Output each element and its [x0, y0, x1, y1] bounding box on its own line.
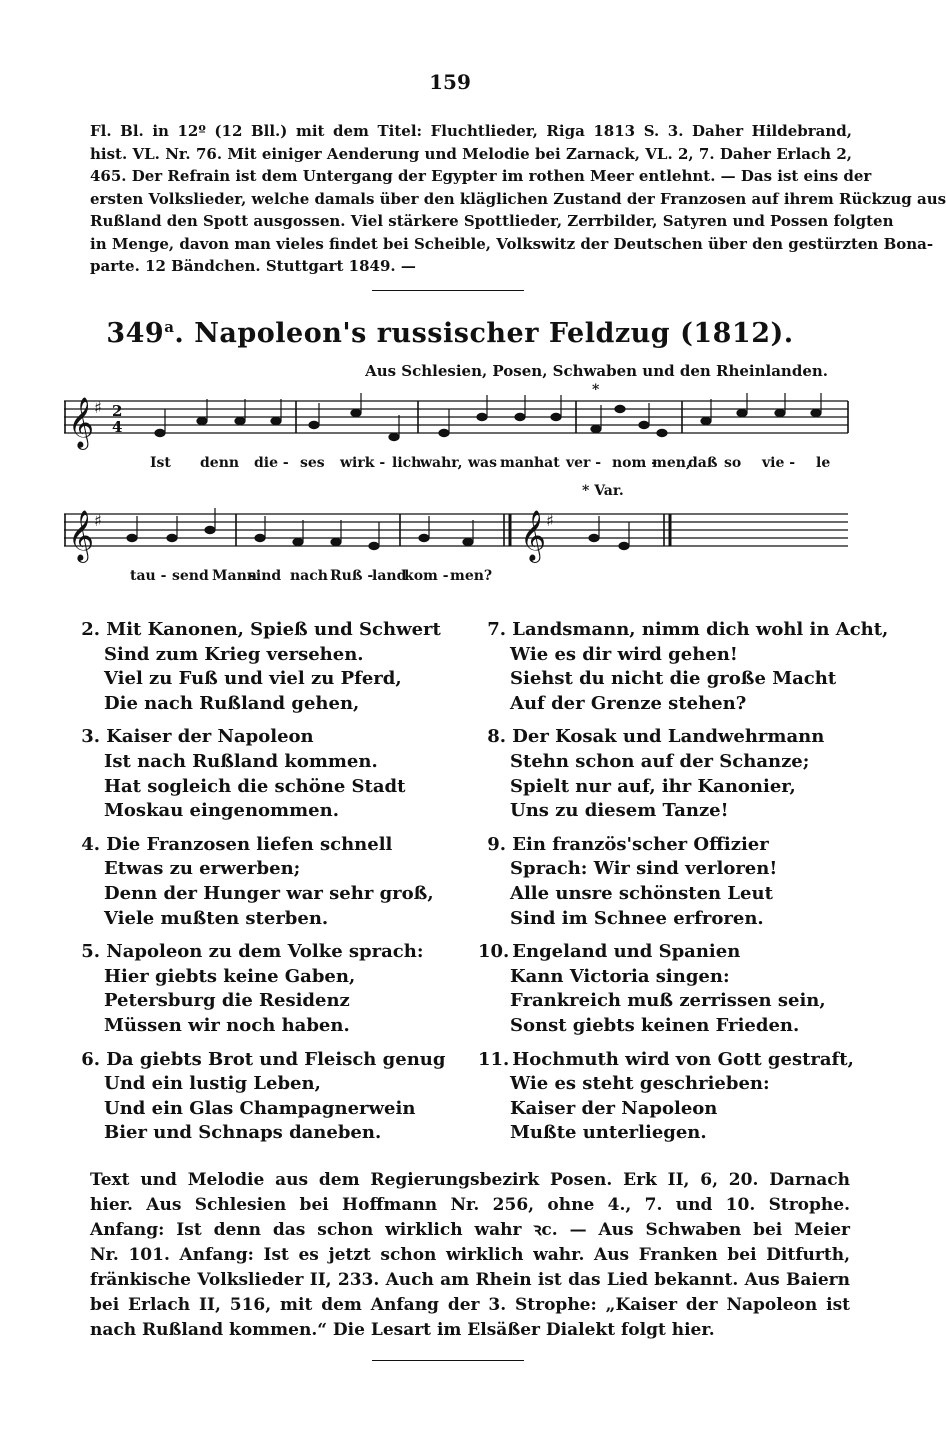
stanza-line-text: Sind zum Krieg versehen. [104, 643, 364, 665]
stanza-line-text: Spielt nur auf, ihr Kanonier, [510, 775, 796, 797]
lyric-syllable: Ruß - [330, 568, 374, 584]
lyric-syllable: le [816, 455, 831, 471]
text-line: hist. VL. Nr. 76. Mit einiger Aenderung und Melodie bei Zarnack, VL. 2, 7. Daher Erlach 2, [90, 144, 852, 163]
stanza-line [72, 1121, 452, 1146]
stanza-line [478, 692, 858, 717]
song-origin: Aus Schlesien, Posen, Schwaben und den Rheinlanden. [365, 362, 828, 380]
stanzas-left-column [72, 618, 452, 1155]
stanza-line-text: Alle unsre schönsten Leut [510, 882, 773, 904]
stanza-line-text: Napoleon zu dem Volke sprach: [106, 941, 424, 963]
stanza-line [478, 1072, 858, 1097]
stanza-line-text: Kaiser der Napoleon [510, 1097, 718, 1119]
stanza-line-text: Kann Victoria singen: [510, 965, 730, 987]
stanza-line [72, 1072, 452, 1097]
stanza-line-text: Und ein lustig Leben, [104, 1073, 321, 1095]
stanza-line-text: Sind im Schnee erfroren. [510, 907, 764, 929]
time-signature-top: 2 [112, 402, 123, 420]
stanza-line [72, 1097, 452, 1122]
stanza-line-text: Landsmann, nimm dich wohl in Acht, [512, 619, 889, 640]
text-line: ersten Volkslieder, welche damals über den kläglichen Zustand der Franzosen auf ihrem Rückzug aus [90, 189, 946, 208]
stanza-line-text: Wie es dir wird gehen! [510, 643, 738, 665]
stanza-line [72, 643, 452, 668]
stanza-line-text: Etwas zu erwerben; [104, 858, 301, 880]
text-line: Fl. Bl. in 12º (12 Bll.) mit dem Titel: Fluchtlieder, Riga 1813 S. 3. Daher Hildebrand, [90, 122, 852, 140]
stanza-line-text: Und ein Glas Champagnerwein [104, 1097, 416, 1119]
stanza-line-text: Sprach: Wir sind verloren! [510, 858, 778, 880]
text-line: in Menge, davon man vieles findet bei Scheible, Volkswitz der Deutschen über den gestürzten Bona- [90, 234, 934, 253]
text-line: hier. Aus Schlesien bei Hoffmann Nr. 256, ohne 4., 7. und 10. Strophe. [90, 1195, 850, 1215]
stanza-line [478, 989, 858, 1014]
stanza-line [478, 857, 858, 882]
stanza-number: 6. [81, 1048, 100, 1070]
page-number: 159 [429, 70, 471, 94]
lyric-syllable: wirk - [340, 455, 386, 471]
stanza-line [72, 965, 452, 990]
lyric-syllable: kom - [404, 568, 449, 584]
text-line: Nr. 101. Anfang: Ist es jetzt schon wirklich wahr. Aus Franken bei Ditfurth, [90, 1245, 850, 1265]
stanza-line [72, 667, 452, 692]
lyric-syllable: so [724, 455, 742, 471]
stanza-line-text: Mit Kanonen, Spieß und Schwert [106, 619, 441, 640]
treble-clef: 𝄞 [68, 397, 95, 448]
song-title-text: Napoleon's russischer Feldzug (1812). [194, 318, 794, 349]
stanza-line-text: Auf der Grenze stehen? [510, 692, 747, 714]
source-note [90, 1168, 850, 1343]
song-number-suffix: a [164, 318, 175, 336]
stanza-line [72, 725, 452, 750]
lyric-syllable: men? [450, 568, 493, 584]
music-staff-system-1 [64, 382, 854, 455]
stanza-line-text: Viele mußten sterben. [104, 907, 329, 929]
stanza-number: 5. [81, 941, 100, 963]
top-footnote [90, 120, 946, 278]
lyric-syllable: tau - [130, 568, 167, 584]
stanza-line-text: Denn der Hunger war sehr groß, [104, 882, 434, 904]
lyric-syllable: sind [248, 568, 282, 584]
stanza-line [478, 799, 858, 824]
key-signature-sharp: ♯ [94, 398, 102, 417]
lyric-syllable: die - [254, 455, 289, 471]
stanza-line [72, 775, 452, 800]
stanza [478, 1048, 858, 1146]
stanza-line-text: Moskau eingenommen. [104, 800, 339, 822]
text-line: Text und Melodie aus dem Regierungsbezirk Posen. Erk II, 6, 20. Darnach [90, 1170, 850, 1190]
lyric-syllable: men, [652, 455, 691, 471]
stanza-line [478, 1014, 858, 1039]
stanza-number: 4. [81, 833, 100, 855]
stanza [478, 618, 889, 716]
lyric-syllable: ver - [566, 455, 602, 471]
stanza-line-text: Frankreich muß zerrissen sein, [510, 990, 826, 1012]
text-line: Anfang: Ist denn das schon wirklich wahr ꝛc. — Aus Schwaben bei Meier [90, 1220, 850, 1240]
lyric-syllable: man [500, 455, 535, 471]
lyric-syllable: send [172, 568, 209, 584]
stanza-line [478, 725, 858, 750]
lyric-syllable: Ist [150, 455, 171, 471]
stanza-line-text: Müssen wir noch haben. [104, 1014, 350, 1036]
stanza-line-text: Hier giebts keine Gaben, [104, 965, 356, 987]
lyric-syllable: lich [392, 455, 422, 471]
stanza [478, 725, 858, 823]
stanza-number: 9. [487, 833, 506, 855]
stanza-line [72, 1014, 452, 1039]
stanza-line-text: Die nach Rußland gehen, [104, 692, 360, 714]
stanza-line [72, 882, 452, 907]
stanza-line-text: Sonst giebts keinen Frieden. [510, 1014, 800, 1036]
stanza-line-text: Kaiser der Napoleon [106, 726, 314, 748]
stanza-line-text: Viel zu Fuß und viel zu Pferd, [104, 668, 402, 690]
lyric-syllable: ses [300, 455, 325, 471]
stanza-line-text: Da giebts Brot und Fleisch genug [106, 1048, 446, 1070]
lyric-syllable: wahr, [420, 455, 463, 471]
lyric-syllable: hat [534, 455, 560, 471]
stanza [72, 725, 452, 823]
stanza-line [72, 618, 452, 643]
lyric-syllable: nom - [612, 455, 658, 471]
stanza [478, 940, 858, 1038]
stanza-line [478, 940, 858, 965]
stanza [72, 1048, 452, 1146]
stanza-line-text: Engeland und Spanien [512, 941, 741, 963]
variant-label: * Var. [582, 483, 624, 499]
variant-clef: 𝄞 [520, 510, 547, 561]
text-line: nach Rußland kommen.“ Die Lesart im Elsäßer Dialekt folgt hier. [90, 1320, 715, 1340]
lyric-syllable: vie - [762, 455, 796, 471]
stanza-line [478, 1048, 858, 1073]
variant-marker: * [592, 382, 600, 398]
stanza-line [478, 1121, 858, 1146]
stanza [72, 833, 452, 931]
stanza-line-text: Hat sogleich die schöne Stadt [104, 775, 406, 797]
lyric-syllable: land [372, 568, 407, 584]
stanza-line [72, 692, 452, 717]
stanza-line [478, 907, 858, 932]
stanza [478, 833, 858, 931]
stanza-line [478, 965, 858, 990]
stanza-line [478, 775, 858, 800]
stanza-line [72, 1048, 452, 1073]
text-line: bei Erlach II, 516, mit dem Anfang der 3. Strophe: „Kaiser der Napoleon ist [90, 1295, 850, 1315]
stanza-line [72, 907, 452, 932]
text-line: parte. 12 Bändchen. Stuttgart 1849. — [90, 257, 416, 275]
stanza-line [72, 940, 452, 965]
stanza-line-text: Der Kosak und Landwehrmann [512, 726, 825, 748]
lyric-syllable: Mann [212, 568, 257, 584]
time-signature-bottom: 4 [112, 418, 123, 436]
stanza-line [478, 643, 858, 668]
stanza-number: 3. [81, 726, 100, 748]
stanza-line [72, 750, 452, 775]
stanza-number: 7. [487, 619, 506, 640]
stanza-line [478, 833, 858, 858]
key-signature-sharp-2: ♯ [94, 511, 102, 530]
stanza-line [72, 857, 452, 882]
stanza-line-text: Uns zu diesem Tanze! [510, 800, 729, 822]
text-line: Rußland den Spott ausgossen. Viel stärkere Spottlieder, Zerrbilder, Satyren und Possen folgten [90, 212, 894, 230]
stanza-line [72, 833, 452, 858]
stanza-line [478, 1097, 858, 1122]
stanza-line-text: Hochmuth wird von Gott gestraft, [512, 1048, 854, 1070]
stanza-line-text: Ein französ'scher Offizier [512, 833, 769, 855]
stanza-line-text: Ist nach Rußland kommen. [104, 750, 378, 772]
song-number: 349 [106, 318, 165, 349]
variant-key-sharp: ♯ [546, 511, 554, 530]
stanza-line [478, 882, 858, 907]
stanza [72, 940, 452, 1038]
music-staff-system-2 [64, 508, 854, 568]
stanza-line [72, 799, 452, 824]
stanza-line-text: Bier und Schnaps daneben. [104, 1122, 382, 1144]
lyric-syllable: was [468, 455, 498, 471]
stanza-line-text: Wie es steht geschrieben: [510, 1073, 770, 1095]
song-title: 349$^a$. Napoleon's russischer Feldzug (1812). [106, 318, 794, 349]
stanza-line-text: Siehst du nicht die große Macht [510, 668, 837, 690]
stanza-line [72, 989, 452, 1014]
text-line: 465. Der Refrain ist dem Untergang der Egypter im rothen Meer entlehnt. — Das ist eins der [90, 167, 872, 185]
stanzas-right-column [478, 618, 889, 1155]
text-line: fränkische Volkslieder II, 233. Auch am Rhein ist das Lied bekannt. Aus Baiern [90, 1270, 850, 1290]
stanza [72, 618, 452, 716]
section-divider-top [372, 290, 524, 291]
stanza-number: 10. [478, 941, 510, 963]
lyric-syllable: daß [688, 455, 718, 471]
lyric-syllable: nach [290, 568, 328, 584]
stanza-line-text: Petersburg die Residenz [104, 990, 350, 1012]
stanza-number: 2. [81, 619, 100, 640]
treble-clef-2: 𝄞 [68, 510, 95, 561]
section-divider-bottom [372, 1360, 524, 1361]
stanza-line-text: Stehn schon auf der Schanze; [510, 750, 810, 772]
stanza-line-text: Die Franzosen liefen schnell [106, 833, 393, 855]
stanza-number: 11. [478, 1048, 510, 1070]
stanza-line [478, 750, 858, 775]
stanza-line [478, 618, 889, 643]
stanza-line-text: Mußte unterliegen. [510, 1122, 707, 1144]
stanza-number: 8. [487, 726, 506, 748]
stanza-line [478, 667, 858, 692]
lyric-syllable: denn [200, 455, 240, 471]
